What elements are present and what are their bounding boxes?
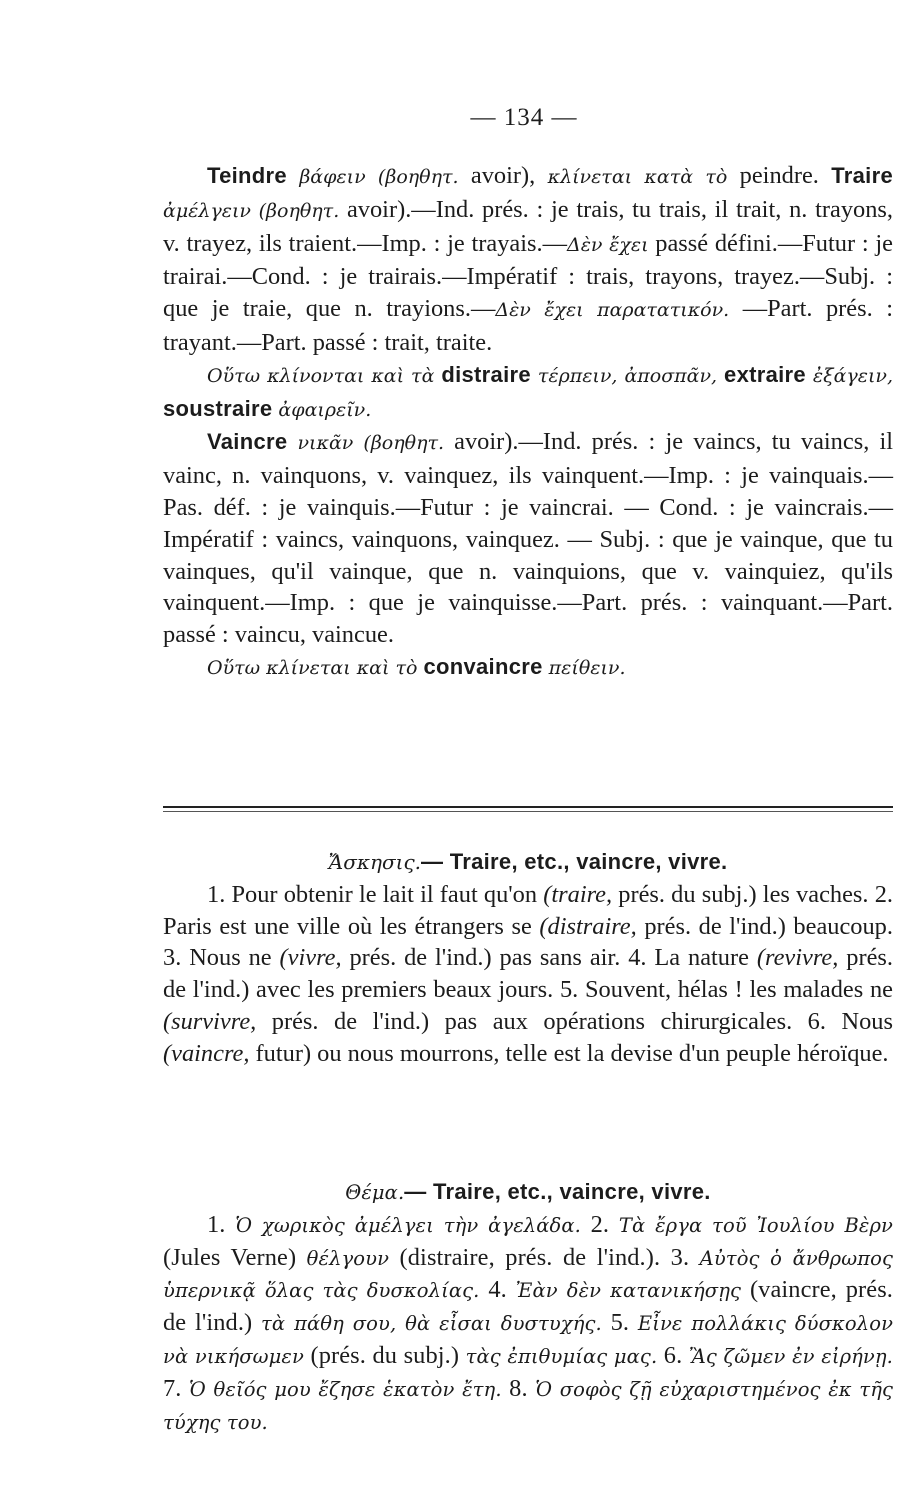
- verb-prompt: (survivre,: [163, 1007, 257, 1035]
- thema-heading-greek: Θέμα.: [345, 1181, 405, 1204]
- greek-sentence: Τὰ ἔργα τοῦ Ἰουλίου Βὲρν: [618, 1213, 893, 1237]
- exercise-askisis: [163, 846, 893, 1070]
- greek-gloss: ἀφαιρεῖν.: [272, 398, 372, 421]
- thema-body: [163, 1209, 893, 1439]
- greek-sentence: Ὁ χωρικὸς ἀμέλγει τὴν ἀγελάδα.: [235, 1213, 581, 1237]
- verb-prompt: (distraire,: [539, 912, 637, 940]
- greek-gloss: Δὲν ἔχει παρατατικόν.: [495, 299, 730, 322]
- thema-heading-text: — Traire, etc., vaincre, vivre.: [404, 1179, 711, 1204]
- greek-gloss: πείθειν.: [542, 656, 626, 679]
- text-run: 2.: [580, 1210, 619, 1238]
- greek-sentence: Ἂς ζῶμεν ἐν εἰρήνῃ.: [688, 1344, 893, 1368]
- text-run: 6.: [657, 1341, 689, 1369]
- page-number: — 134 —: [470, 104, 578, 131]
- greek-gloss: Δὲν ἔχει: [567, 233, 649, 256]
- text-run: 8.: [501, 1374, 536, 1402]
- greek-sentence: Ὁ θεῖός μου ἔζησε ἑκατὸν ἔτη.: [189, 1377, 502, 1401]
- greek-gloss: ἐξάγειν,: [805, 364, 894, 387]
- headword-soustraire: soustraire: [163, 395, 273, 421]
- text-run: prés. du subj.) les vaches. 2. Paris est une ville où les étrangers se: [163, 880, 893, 940]
- text-run: avoir),: [458, 162, 548, 189]
- paragraph-distraire-list: [163, 359, 893, 427]
- text-run: avoir).—Ind. prés. : je trais, tu trais, il trait, n. trayons, v. trayez, ils traient.—Imp. : je trayais.—: [163, 195, 893, 257]
- headword-vaincre: Vaincre: [207, 429, 288, 455]
- greek-sentence: Ὁ σοφὸς ζῇ εὐχαριστημένος ἐκ τῆς τύχης του.: [163, 1377, 894, 1434]
- greek-sentence: Εἶνε πολλάκις δύσκολον νὰ νικήσωμεν: [163, 1312, 894, 1368]
- greek-sentence: Αὐτὸς ὁ ἄνθρωπος ὑπερνικᾷ ὅλας τὰς δυσκολίας.: [163, 1246, 893, 1303]
- conjugation-section: [163, 160, 893, 685]
- text-run: prés. de l'ind.) beaucoup. 3. Nous ne: [163, 912, 893, 972]
- greek-gloss: Οὕτω κλίνονται καὶ τὰ: [207, 364, 442, 387]
- text-run: prés. de l'ind.) avec les premiers beaux jours. 5. Souvent, hélas ! les malades ne: [163, 944, 893, 1004]
- text-run: (Jules Verne): [163, 1243, 307, 1271]
- section-divider-thin: [163, 811, 893, 812]
- text-run: 4.: [479, 1276, 516, 1304]
- verb-prompt: (revivre,: [756, 944, 839, 972]
- text-run: 7.: [163, 1374, 190, 1402]
- greek-gloss: βάφειν (βοηθητ.: [299, 166, 459, 188]
- exercise-heading: [163, 846, 893, 879]
- text-run: 1. Pour obtenir le lait il faut qu'on: [207, 880, 544, 908]
- verb-prompt: (vaincre,: [163, 1039, 250, 1067]
- headword-distraire: distraire: [441, 361, 531, 387]
- greek-sentence: τὰς ἐπιθυμίας μας.: [465, 1344, 658, 1368]
- text-run: (vaincre, prés. de l'ind.): [163, 1276, 893, 1337]
- thema-heading: [163, 1176, 893, 1209]
- text-run: avoir).—Ind. prés. : je vaincs, tu vaincs, il vainc, n. vainquons, v. vainquez, ils vainquent.—Imp. : je vainquais.—Pas. déf. : je vainquis.—Futur : je vaincrai. — Cond. : je vaincrais.—Impératif : vaincs, vainquons, vainquez. — Subj. : que je vainque, que tu vainques, qu'il vainque, que n. vainquions, que v. vainquiez, qu'ils vainquent.—Imp. : que je vainquisse.—Part. prés. : vainquant.—Part. passé : vaincu, vaincue.: [163, 428, 893, 649]
- verb-prompt: (vivre,: [279, 944, 342, 972]
- exercise-heading-greek: Ἄσκησις.: [328, 850, 421, 874]
- text-run: passé défini.—Futur : je trairai.—Cond. : je trairais.—Impératif : trais, trayons, trayez.—Subj. : que je traie, que n. trayions.—: [163, 229, 893, 323]
- text-run: prés. de l'ind.) pas sans air. 4. La nature: [341, 944, 757, 972]
- greek-gloss: Οὕτω κλίνεται καὶ τὸ: [207, 656, 424, 679]
- paragraph-convaincre: [163, 651, 893, 685]
- text-run: peindre.: [727, 162, 832, 189]
- paragraph-teindre-traire: [163, 160, 893, 359]
- greek-sentence: θέλγουν: [306, 1246, 390, 1270]
- text-run: —Part. prés. : trayant.—Part. passé : trait, traite.: [163, 295, 893, 356]
- exercise-body: [163, 879, 893, 1070]
- headword-convaincre: convaincre: [423, 653, 543, 679]
- headword-extraire: extraire: [724, 361, 806, 387]
- text-run: prés. de l'ind.) pas aux opérations chirurgicales. 6. Nous: [256, 1007, 893, 1035]
- text-run: 1.: [207, 1210, 236, 1238]
- greek-sentence: τὰ πάθη σου, θὰ εἶσαι δυστυχής.: [261, 1312, 602, 1336]
- greek-gloss: τέρπειν, ἀποσπᾶν,: [530, 364, 725, 387]
- text-run: (distraire, prés. de l'ind.). 3.: [389, 1243, 700, 1271]
- greek-gloss: κλίνεται κατὰ τὸ: [547, 166, 728, 188]
- verb-prompt: (traire,: [543, 880, 613, 908]
- greek-sentence: Ἐὰν δὲν κατανικήσῃς: [515, 1279, 742, 1303]
- text-run: 5.: [601, 1309, 638, 1337]
- text-run: (prés. du subj.): [303, 1341, 466, 1369]
- headword-traire: Traire: [831, 163, 893, 188]
- greek-gloss: ἀμέλγειν (βοηθητ.: [163, 199, 340, 222]
- section-divider: [163, 806, 893, 808]
- paragraph-vaincre: [163, 426, 893, 651]
- text-run: futur) ou nous mourrons, telle est la devise d'un peuple héroïque.: [249, 1039, 889, 1067]
- headword-teindre: Teindre: [207, 163, 287, 188]
- exercise-heading-text: — Traire, etc., vaincre, vivre.: [421, 849, 728, 874]
- greek-gloss: νικᾶν (βοηθητ.: [287, 432, 445, 455]
- exercise-thema: [163, 1176, 893, 1438]
